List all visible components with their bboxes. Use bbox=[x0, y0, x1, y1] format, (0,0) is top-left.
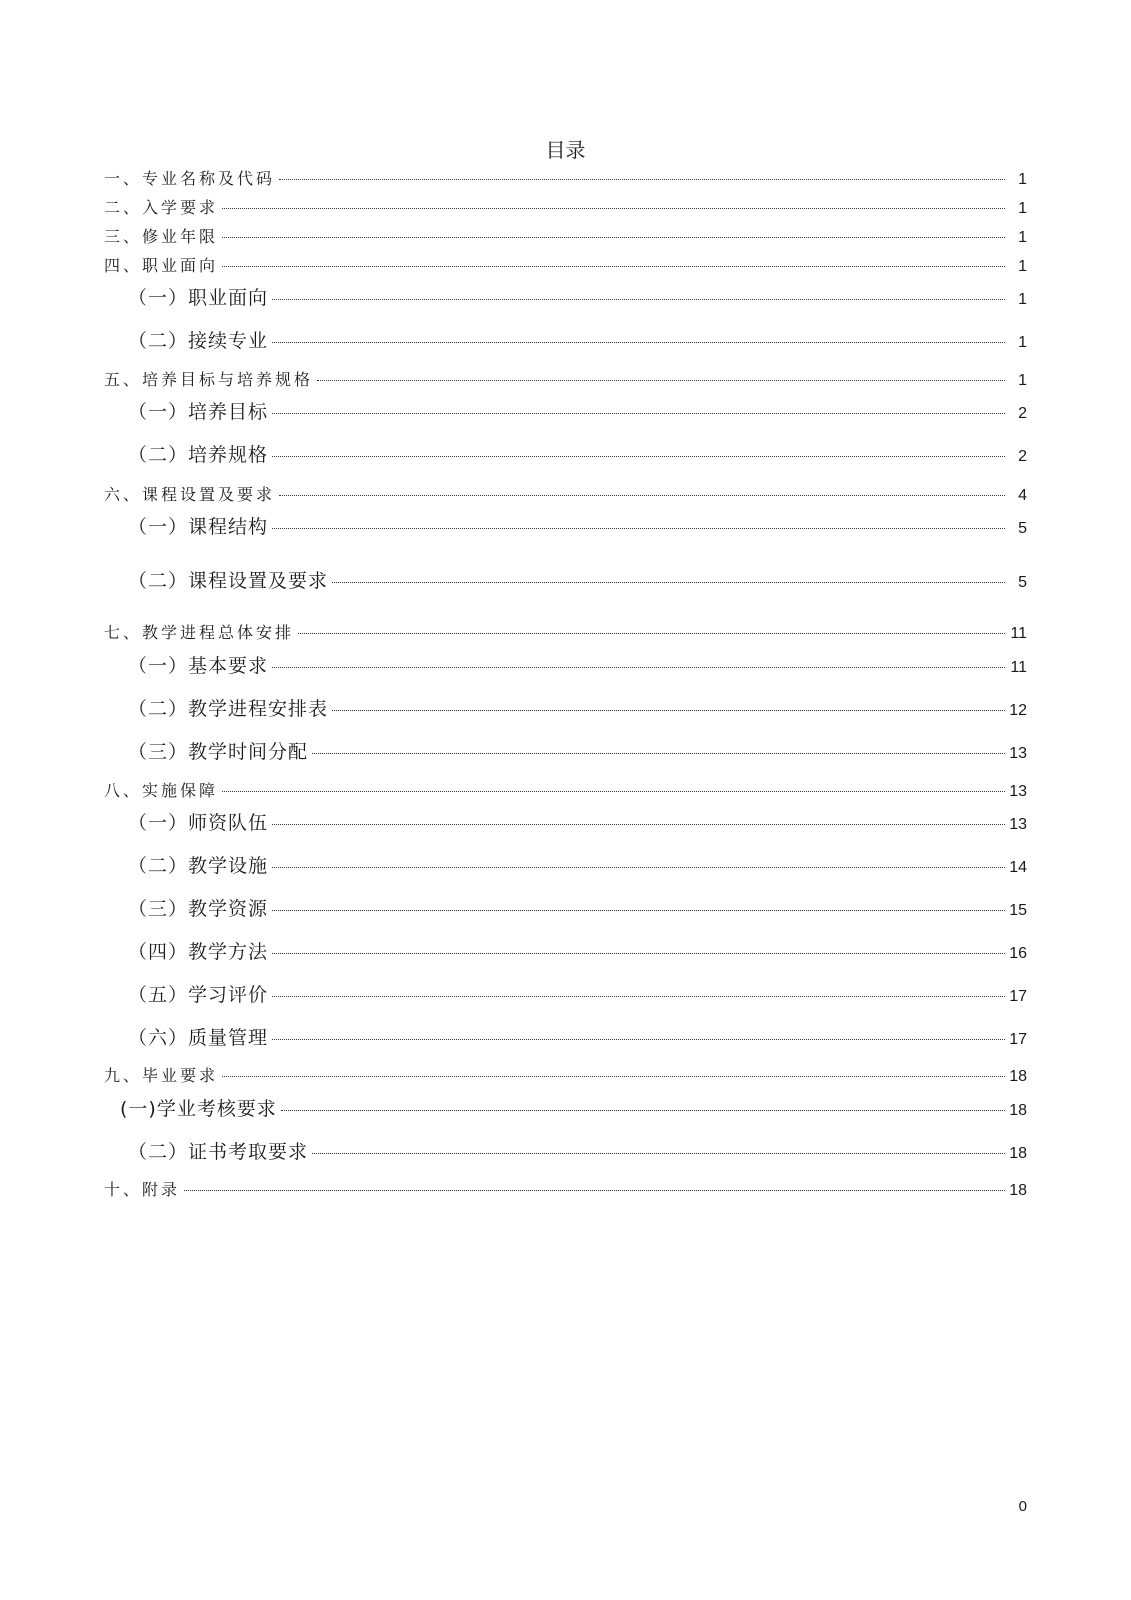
toc-page-number: 1 bbox=[1018, 291, 1027, 308]
toc-entry-label: （二）教学设施 bbox=[128, 855, 269, 877]
dot-leader bbox=[272, 413, 1005, 414]
toc-entry-label: 八、实施保障 bbox=[104, 781, 219, 800]
toc-entry-label: 六、课程设置及要求 bbox=[104, 485, 276, 504]
toc-page-number: 18 bbox=[1009, 1182, 1027, 1199]
toc-page-number: 16 bbox=[1009, 945, 1027, 962]
toc-entry-4[interactable] bbox=[104, 255, 1027, 277]
toc-entry-9-1[interactable] bbox=[120, 1096, 1027, 1122]
toc-entry-2[interactable] bbox=[104, 197, 1027, 219]
dot-leader bbox=[332, 582, 1005, 583]
toc-entry-6-1[interactable] bbox=[128, 514, 1027, 540]
toc-entry-label: （一）培养目标 bbox=[128, 401, 269, 423]
toc-entry-label: （二）课程设置及要求 bbox=[128, 570, 329, 592]
toc-page-number: 4 bbox=[1018, 487, 1027, 504]
dot-leader bbox=[298, 633, 1005, 634]
toc-entry-8-6[interactable] bbox=[128, 1025, 1027, 1051]
toc-page-number: 18 bbox=[1009, 1068, 1027, 1085]
toc-entry-label: （三）教学资源 bbox=[128, 898, 269, 920]
dot-leader bbox=[222, 791, 1005, 792]
toc-page-number: 15 bbox=[1009, 902, 1027, 919]
toc-entry-label: 五、培养目标与培养规格 bbox=[104, 370, 314, 389]
toc-entry-label: （二）证书考取要求 bbox=[128, 1141, 309, 1163]
dot-leader bbox=[272, 342, 1005, 343]
toc-page-number: 13 bbox=[1009, 783, 1027, 800]
dot-leader bbox=[279, 179, 1005, 180]
toc-entry-7-1[interactable] bbox=[128, 653, 1027, 679]
toc-entry-label: 二、入学要求 bbox=[104, 198, 219, 217]
dot-leader bbox=[222, 237, 1005, 238]
toc-entry-label: （二）教学进程安排表 bbox=[128, 698, 329, 720]
toc-entry-label: 三、修业年限 bbox=[104, 227, 219, 246]
toc-entry-label: （三）教学时间分配 bbox=[128, 741, 309, 763]
toc-page-number: 18 bbox=[1009, 1102, 1027, 1119]
toc-entry-8-3[interactable] bbox=[128, 896, 1027, 922]
toc-entry-8-4[interactable] bbox=[128, 939, 1027, 965]
toc-entry-label: 十、附录 bbox=[104, 1180, 181, 1199]
toc-page-number: 11 bbox=[1010, 659, 1027, 676]
toc-entry-4-1[interactable] bbox=[128, 285, 1027, 311]
toc-entry-7[interactable] bbox=[104, 622, 1027, 644]
toc-page-number: 17 bbox=[1009, 1031, 1027, 1048]
toc-entry-label: 四、职业面向 bbox=[104, 256, 219, 275]
dot-leader bbox=[272, 528, 1005, 529]
toc-page-number: 1 bbox=[1018, 229, 1027, 246]
toc-entry-8-2[interactable] bbox=[128, 853, 1027, 879]
dot-leader bbox=[222, 208, 1005, 209]
toc-entry-label: （一）课程结构 bbox=[128, 516, 269, 538]
toc-page-number: 5 bbox=[1018, 574, 1027, 591]
dot-leader bbox=[272, 824, 1005, 825]
toc-page-number: 2 bbox=[1018, 448, 1027, 465]
toc-entry-label: （五）学习评价 bbox=[128, 984, 269, 1006]
toc-entry-5-1[interactable] bbox=[128, 399, 1027, 425]
toc-entry-label: 一、专业名称及代码 bbox=[104, 169, 276, 188]
dot-leader bbox=[222, 266, 1005, 267]
toc-entry-5-2[interactable] bbox=[128, 442, 1027, 468]
toc-entry-label: 七、教学进程总体安排 bbox=[104, 623, 295, 642]
dot-leader bbox=[184, 1190, 1005, 1191]
toc-entry-9-2[interactable] bbox=[128, 1139, 1027, 1165]
toc-page-number: 18 bbox=[1009, 1145, 1027, 1162]
toc-page-number: 5 bbox=[1018, 520, 1027, 537]
page-number: 0 bbox=[1018, 1498, 1027, 1515]
dot-leader bbox=[272, 456, 1005, 457]
dot-leader bbox=[332, 710, 1005, 711]
dot-leader bbox=[312, 753, 1005, 754]
dot-leader bbox=[312, 1153, 1005, 1154]
dot-leader bbox=[272, 867, 1005, 868]
toc-page-number: 13 bbox=[1009, 816, 1027, 833]
dot-leader bbox=[272, 299, 1005, 300]
toc-entry-label: 九、毕业要求 bbox=[104, 1066, 219, 1085]
toc-entry-5[interactable] bbox=[104, 369, 1027, 391]
toc-entry-6-2[interactable] bbox=[128, 568, 1027, 594]
toc-entry-label: （四）教学方法 bbox=[128, 941, 269, 963]
toc-entry-8[interactable] bbox=[104, 780, 1027, 802]
toc-entry-label: （一）职业面向 bbox=[128, 287, 269, 309]
toc-entry-label: （二）培养规格 bbox=[128, 444, 269, 466]
toc-page-number: 13 bbox=[1009, 745, 1027, 762]
toc-entry-label: （一）基本要求 bbox=[128, 655, 269, 677]
dot-leader bbox=[272, 910, 1005, 911]
toc-page-number: 2 bbox=[1018, 405, 1027, 422]
toc-entry-10[interactable] bbox=[104, 1179, 1027, 1201]
toc-entry-label: （一）师资队伍 bbox=[128, 812, 269, 834]
toc-page-number: 1 bbox=[1018, 258, 1027, 275]
toc-page-number: 14 bbox=[1009, 859, 1027, 876]
dot-leader bbox=[272, 996, 1005, 997]
toc-entry-label: （六）质量管理 bbox=[128, 1027, 269, 1049]
toc-entry-6[interactable] bbox=[104, 484, 1027, 506]
toc-page-number: 17 bbox=[1009, 988, 1027, 1005]
toc-entry-8-1[interactable] bbox=[128, 810, 1027, 836]
dot-leader bbox=[272, 1039, 1005, 1040]
toc-page-number: 1 bbox=[1018, 372, 1027, 389]
dot-leader bbox=[222, 1076, 1005, 1077]
toc-page-number: 1 bbox=[1018, 334, 1027, 351]
toc-entry-9[interactable] bbox=[104, 1065, 1027, 1087]
toc-entry-7-2[interactable] bbox=[128, 696, 1027, 722]
toc-page-number: 12 bbox=[1009, 702, 1027, 719]
toc-entry-label: （二）接续专业 bbox=[128, 330, 269, 352]
toc-entry-1[interactable] bbox=[104, 168, 1027, 190]
toc-entry-4-2[interactable] bbox=[128, 328, 1027, 354]
toc-page-number: 1 bbox=[1018, 200, 1027, 217]
toc-entry-8-5[interactable] bbox=[128, 982, 1027, 1008]
toc-entry-label: (一)学业考核要求 bbox=[120, 1098, 277, 1120]
dot-leader bbox=[317, 380, 1005, 381]
dot-leader bbox=[272, 953, 1005, 954]
toc-page-number: 11 bbox=[1010, 625, 1027, 642]
toc-page-number: 1 bbox=[1018, 171, 1027, 188]
dot-leader bbox=[272, 667, 1005, 668]
dot-leader bbox=[279, 495, 1005, 496]
toc-entry-3[interactable] bbox=[104, 226, 1027, 248]
toc-title: 目录 bbox=[545, 138, 586, 162]
toc-entry-7-3[interactable] bbox=[128, 739, 1027, 765]
dot-leader bbox=[281, 1110, 1005, 1111]
